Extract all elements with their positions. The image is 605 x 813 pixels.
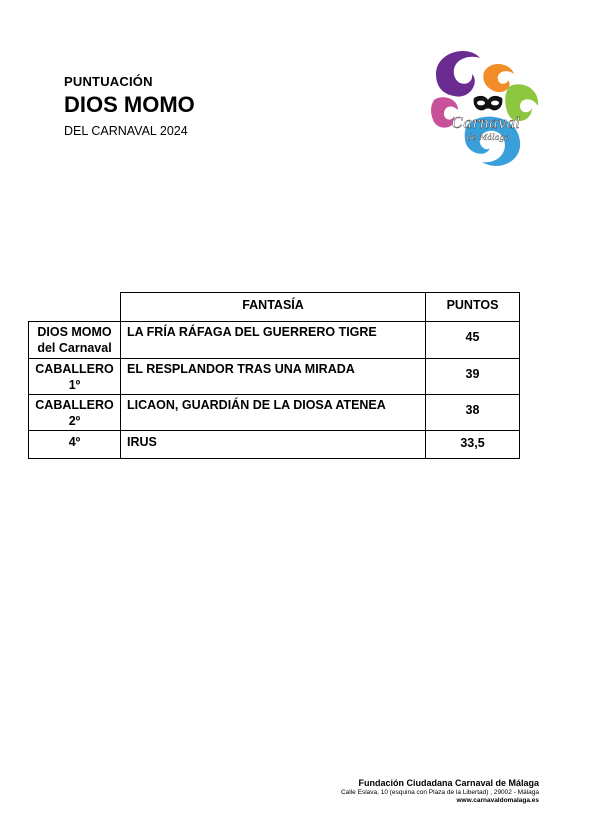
header-fantasia: FANTASÍA (121, 293, 426, 322)
table-row (29, 395, 520, 431)
supertitle: PUNTUACIÓN (64, 74, 153, 89)
footer-organization: Fundación Ciudadana Carnaval de Málaga (358, 778, 539, 788)
header-puntos: PUNTOS (426, 293, 520, 322)
subtitle: DEL CARNAVAL 2024 (64, 124, 188, 138)
page-title: DIOS MOMO (64, 92, 195, 117)
rank-cell: DIOS MOMO del Carnaval (29, 322, 121, 359)
rank-cell: CABALLERO 2º (29, 395, 121, 431)
scores-table (28, 292, 520, 459)
fantasia-cell: LA FRÍA RÁFAGA DEL GUERRERO TIGRE (121, 322, 426, 359)
fantasia-cell: EL RESPLANDOR TRAS UNA MIRADA (121, 359, 426, 395)
footer-address: Calle Eslava, 10 (esquina con Plaza de la Libertad) , 29002 - Málaga (340, 789, 539, 796)
puntos-cell: 45 (426, 322, 520, 359)
svg-text:Carnaval: Carnaval (451, 114, 521, 132)
footer (341, 778, 539, 804)
fantasia-cell: LICAON, GUARDIÁN DE LA DIOSA ATENEA (121, 395, 426, 431)
footer-website-link[interactable]: www.carnavaldomalaga.es (456, 797, 539, 804)
puntos-cell: 38 (426, 395, 520, 431)
carnaval-logo (428, 44, 544, 176)
rank-cell: CABALLERO 1º (29, 359, 121, 395)
document-header (64, 74, 195, 138)
puntos-cell: 39 (426, 359, 520, 395)
svg-text:de Málaga: de Málaga (466, 133, 510, 142)
table-header-row (29, 293, 520, 322)
table-row (29, 431, 520, 459)
rank-cell: 4º (29, 431, 121, 459)
puntos-cell: 33,5 (426, 431, 520, 459)
header-corner-cell (29, 293, 121, 322)
table-row (29, 359, 520, 395)
fantasia-cell: IRUS (121, 431, 426, 459)
table-row (29, 322, 520, 359)
